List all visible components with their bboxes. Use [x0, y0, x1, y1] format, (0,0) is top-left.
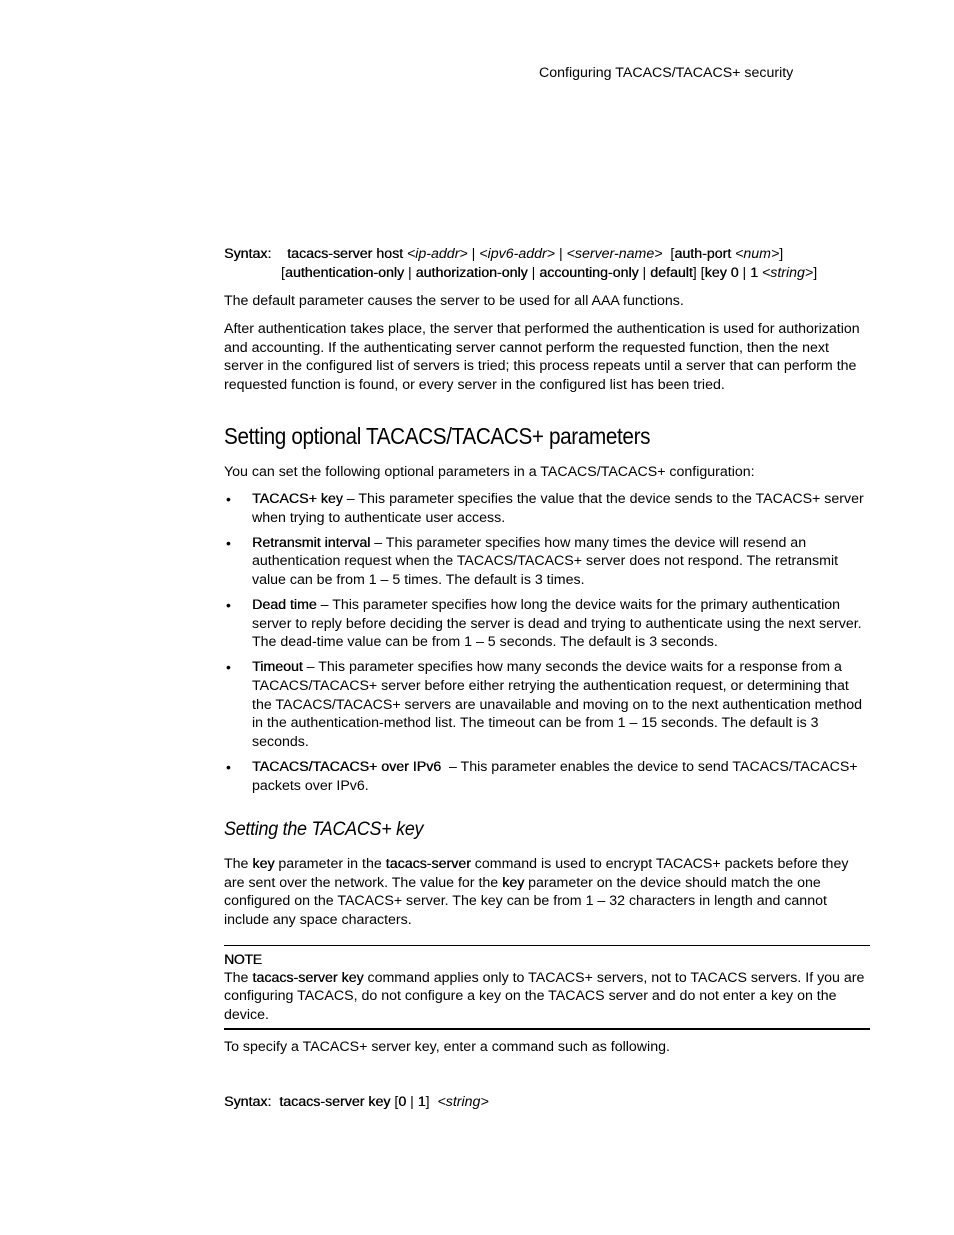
syntax-bracket: [ [390, 1094, 399, 1110]
syntax-sep: | [404, 264, 416, 281]
syntax-ipv6-addr: <ipv6-addr> [479, 246, 555, 262]
paragraph-default: The default parameter causes the server to be used for all AAA functions. [224, 293, 684, 309]
syntax-host-command [224, 245, 870, 282]
note-box [224, 945, 870, 1030]
parameter-list [224, 490, 870, 801]
list-item-text: – This parameter specifies how many times the device will resend an authentication request when the TACACS/TACACS+ server does not respond. The retransmit value can be from 1 – 5 times. The default is 3 times. [252, 534, 839, 588]
bullet-icon: • [226, 596, 231, 613]
paragraph-after-auth: After authentication takes place, the server that performed the authentication is used for authorization and accounting. If the authenticating server cannot perform the requested function, then the next server in the configured list of servers is tried; this process repeats until a server that can perform the requested function is found, or every server in the configured list has been tried. [224, 321, 860, 394]
syntax-sep: | [738, 264, 751, 281]
list-item [224, 534, 870, 590]
subsection-heading: Setting the TACACS+ key [224, 818, 424, 840]
list-item [224, 658, 870, 752]
syntax-cmd: tacacs-server host [287, 246, 404, 262]
list-item-text: – This parameter specifies the value that the device sends to the TACACS+ server when trying to authenticate user access. [252, 491, 864, 526]
section-heading: Setting optional TACACS/TACACS+ parameters [224, 423, 651, 449]
keyword-key: key [252, 856, 275, 872]
syntax-bracket: [ [281, 264, 285, 281]
syntax-bracket: [ [662, 246, 675, 262]
list-item-text: – This parameter specifies how long the device waits for the primary authentication server to reply before deciding the server is dead and trying to authenticate using the next server. The dead-time value can be from 1 – 5 seconds. The default is 3 seconds. [252, 596, 862, 651]
syntax-bracket: ] [ [692, 264, 705, 281]
syntax-authorization-only: authorization-only [415, 264, 528, 281]
list-item-term: Retransmit interval [252, 534, 371, 551]
intro-paragraph: You can set the following optional parameters in a TACACS/TACACS+ configuration: [224, 464, 755, 480]
syntax-sep: | [555, 246, 567, 262]
keyword-key: key [502, 874, 525, 891]
syntax-ip-addr: <ip-addr> [406, 246, 468, 262]
syntax-label: Syntax: [224, 246, 272, 262]
text-run: The [224, 856, 253, 872]
text-run: command is used to encrypt TACACS+ packets before they are sent over the network. The value for the [224, 856, 849, 891]
bullet-icon: • [226, 758, 231, 775]
note-body [224, 969, 870, 1025]
list-item-term: Timeout [252, 659, 303, 676]
syntax-key-command [224, 1093, 870, 1112]
list-item-text: – This parameter specifies how many seconds the device waits for a response from a TACACS/TACACS+ server before either retrying the authentication request, or determining that the TACACS/TACACS+ servers are unavailable and moving on to the next authentication method in the authentication-method list. The timeout can be from 1 – 15 seconds. The default is 3 seconds. [252, 659, 863, 750]
syntax-accounting-only: accounting-only [539, 264, 639, 281]
list-item-term: Dead time [252, 596, 317, 613]
syntax-bracket: ] [779, 246, 784, 262]
bullet-icon: • [226, 534, 231, 551]
bullet-icon: • [226, 491, 231, 507]
syntax-one: 1 [417, 1094, 426, 1110]
syntax-authentication-only: authentication-only [284, 264, 405, 281]
keyword-tacacs-server-key: tacacs-server key [252, 969, 364, 986]
list-item [224, 596, 870, 652]
syntax-zero: 0 [398, 1094, 407, 1110]
syntax-bracket: ] [813, 264, 818, 281]
list-item-term: TACACS/TACACS+ over IPv6 [252, 758, 442, 775]
text-run: parameter in the [274, 856, 386, 872]
syntax-one: 1 [750, 264, 758, 281]
syntax-string: <string> [437, 1094, 489, 1110]
syntax-label: Syntax: [224, 1094, 272, 1110]
text-run: The [224, 969, 253, 986]
bullet-icon: • [226, 659, 231, 676]
text-run: parameter on the device should match the one configured on the TACACS+ server. The key can be from 1 – 32 characters in length and cannot include any space characters. [224, 874, 827, 929]
syntax-sep: | [467, 246, 480, 262]
running-header: Configuring TACACS/TACACS+ security [539, 65, 794, 81]
syntax-string: <string> [758, 264, 814, 281]
list-item-term: TACACS+ key [252, 491, 343, 507]
paragraph-specify-key: To specify a TACACS+ server key, enter a command such as following. [224, 1039, 670, 1055]
text-run: command applies only to TACACS+ servers, not to TACACS servers. If you are configuring TACACS, do not configure a key on the TACACS server and do not enter a key on the device. [224, 969, 865, 1024]
syntax-sep: | [406, 1094, 418, 1110]
syntax-key0: key 0 [704, 264, 739, 281]
list-item [224, 758, 870, 795]
list-item [224, 490, 870, 527]
syntax-num: <num> [731, 246, 780, 262]
syntax-sep: | [638, 264, 651, 281]
list-item-text: – This parameter enables the device to send TACACS/TACACS+ packets over IPv6. [252, 758, 862, 794]
keyword-tacacs-server: tacacs-server [385, 856, 471, 872]
syntax-bracket: ] [425, 1094, 438, 1110]
syntax-auth-port: auth-port [674, 246, 732, 262]
syntax-default: default [650, 264, 693, 281]
syntax-sep: | [527, 264, 540, 281]
syntax-cmd: tacacs-server key [279, 1094, 391, 1110]
syntax-row-1 [224, 245, 870, 264]
syntax-row-2 [224, 264, 870, 283]
note-title: NOTE [224, 951, 262, 967]
syntax-server-name: <server-name> [566, 246, 663, 262]
key-paragraph [224, 855, 870, 930]
